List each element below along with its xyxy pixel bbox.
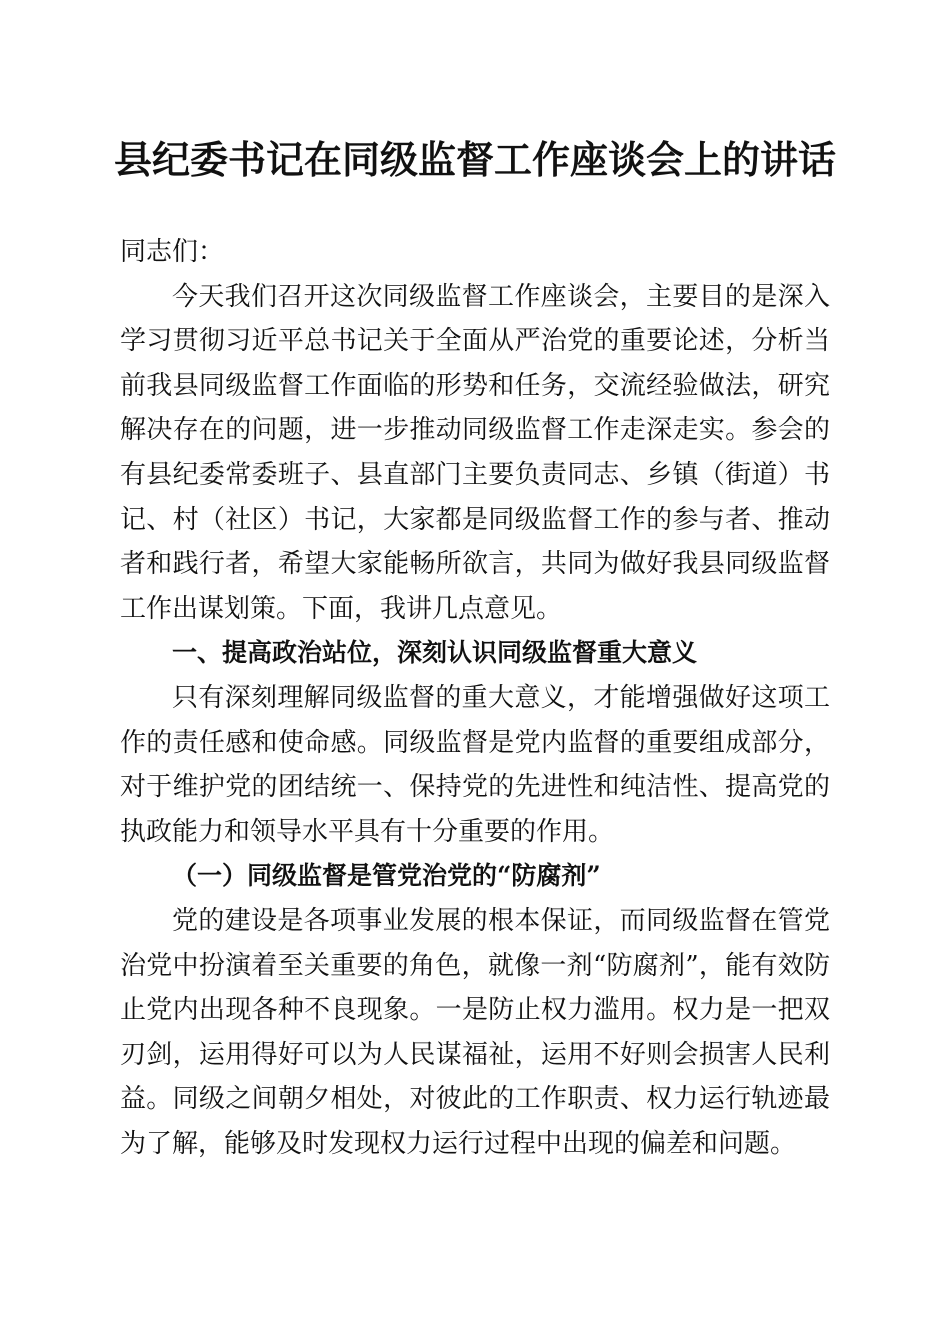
document-title: 县纪委书记在同级监督工作座谈会上的讲话: [113, 137, 836, 182]
greeting: 同志们：: [120, 237, 225, 267]
intro-paragraph: 今天我们召开这次同级监督工作座谈会，主要目的是深入学习贯彻习近平总书记关于全面从严治党的重要论述，分析当前我县同级监督工作面临的形势和任务，交流经验做法，研究解决存在的问题，进一步推动同级监督工作走深走实。参会的有县纪委常委班子、县直部门主要负责同志、乡镇（街道）书记、村（社区）书记，大家都是同级监督工作的参与者、推动者和践行者，希望大家能畅所欲言，共同为做好我县同级监督工作出谋划策。下面，我讲几点意见。: [120, 281, 830, 624]
document-body: [120, 230, 830, 1166]
subsection-heading-1: （一）同级监督是管党治党的“防腐剂”: [172, 861, 601, 891]
section-1-paragraph: 只有深刻理解同级监督的重大意义，才能增强做好这项工作的责任感和使命感。同级监督是党内监督的重要组成部分，对于维护党的团结统一、保持党的先进性和纯洁性、提高党的执政能力和领导水平具有十分重要的作用。: [120, 682, 830, 847]
section-heading-1: 一、提高政治站位，深刻认识同级监督重大意义: [172, 638, 698, 668]
subsection-1-paragraph: 党的建设是各项事业发展的根本保证，而同级监督在管党治党中扮演着至关重要的角色，就像一剂“防腐剂”，能有效防止党内出现各种不良现象。一是防止权力滥用。权力是一把双刃剑，运用得好可以为人民谋福祉，运用不好则会损害人民利益。同级之间朝夕相处，对彼此的工作职责、权力运行轨迹最为了解，能够及时发现权力运行过程中出现的偏差和问题。: [120, 905, 830, 1159]
